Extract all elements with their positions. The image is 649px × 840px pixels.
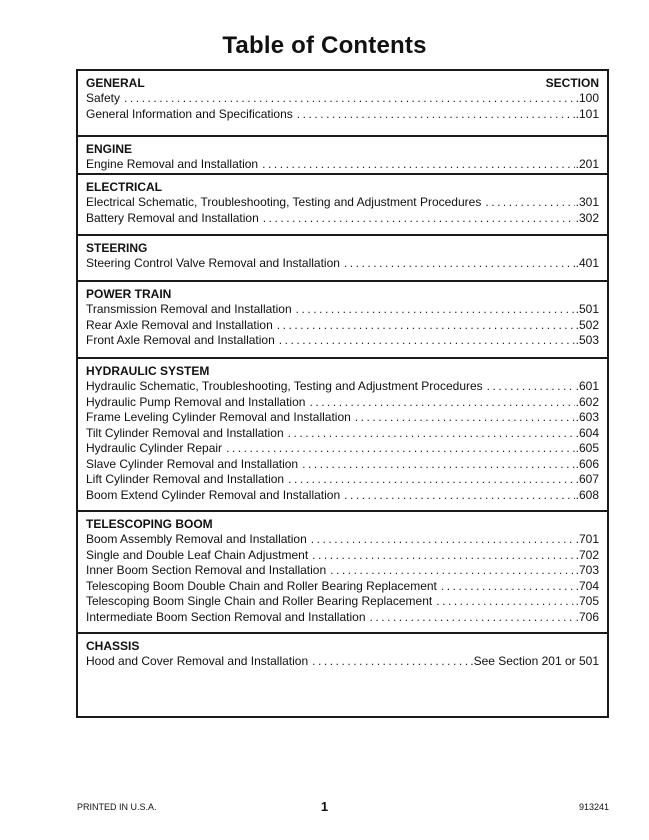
- entry-section-number: .607: [575, 472, 599, 486]
- entry-section-number: .100: [575, 91, 599, 105]
- entry-section-number: .605: [575, 441, 599, 455]
- dot-leader: [312, 654, 469, 670]
- toc-entry[interactable]: [86, 594, 599, 610]
- entry-section-number: .302: [575, 210, 599, 225]
- toc-entry[interactable]: [86, 410, 599, 426]
- entry-label: Front Axle Removal and Installation: [86, 333, 275, 347]
- entry-section-number: .101: [575, 106, 599, 121]
- entry-section-number: .See Section 201 or 501: [470, 654, 599, 668]
- entry-label: Hydraulic Schematic, Troubleshooting, Testing and Adjustment Procedures: [86, 379, 483, 393]
- toc-section: [78, 359, 607, 512]
- section-title: ELECTRICAL: [86, 180, 162, 194]
- entry-label: Rear Axle Removal and Installation: [86, 317, 273, 332]
- dot-leader: [485, 195, 574, 211]
- entry-label: Inner Boom Section Removal and Installation: [86, 563, 327, 577]
- section-title: POWER TRAIN: [86, 287, 172, 301]
- entry-label: Slave Cylinder Removal and Installation: [86, 456, 299, 471]
- entry-section-number: .704: [575, 578, 599, 593]
- entry-section-number: .705: [575, 594, 599, 608]
- dot-leader: [296, 302, 575, 318]
- entry-label: Engine Removal and Installation: [86, 157, 259, 171]
- dot-leader: [302, 457, 575, 473]
- toc-entry[interactable]: [86, 302, 599, 318]
- toc-entry[interactable]: [86, 579, 599, 595]
- dot-leader: [288, 426, 575, 442]
- table-of-contents: [76, 69, 609, 718]
- entry-section-number: .603: [575, 410, 599, 424]
- toc-entry[interactable]: [86, 91, 599, 107]
- entry-label: Telescoping Boom Double Chain and Roller Bearing Replacement: [86, 578, 437, 593]
- section-title: CHASSIS: [86, 639, 140, 653]
- section-header: [86, 364, 599, 379]
- entry-label: Transmission Removal and Installation: [86, 302, 292, 316]
- toc-section: [78, 236, 607, 282]
- toc-entry[interactable]: [86, 195, 599, 211]
- dot-leader: [288, 472, 575, 488]
- entry-section-number: .401: [575, 256, 599, 270]
- section-header: [86, 76, 599, 91]
- entry-section-number: .706: [575, 609, 599, 624]
- toc-entry[interactable]: [86, 441, 599, 457]
- toc-section: [78, 282, 607, 359]
- section-header: [86, 639, 599, 654]
- dot-leader: [124, 91, 575, 107]
- entry-label: Tilt Cylinder Removal and Installation: [86, 425, 284, 440]
- toc-entry[interactable]: [86, 654, 599, 670]
- entry-label: Frame Leveling Cylinder Removal and Installation: [86, 410, 351, 424]
- dot-leader: [441, 579, 575, 595]
- entry-section-number: .301: [575, 195, 599, 209]
- dot-leader: [277, 318, 575, 334]
- section-title: ENGINE: [86, 142, 133, 156]
- toc-entry[interactable]: [86, 211, 599, 227]
- toc-entry[interactable]: [86, 318, 599, 334]
- entry-label: Electrical Schematic, Troubleshooting, Testing and Adjustment Procedures: [86, 195, 482, 209]
- toc-entry[interactable]: [86, 532, 599, 548]
- entry-section-number: .703: [575, 563, 599, 577]
- entry-section-number: .702: [575, 547, 599, 562]
- entry-section-number: .601: [575, 379, 599, 393]
- section-header: [86, 142, 599, 157]
- dot-leader: [355, 410, 575, 426]
- toc-entry[interactable]: [86, 333, 599, 349]
- dot-leader: [436, 594, 574, 610]
- toc-entry[interactable]: [86, 395, 599, 411]
- entry-section-number: .604: [575, 425, 599, 440]
- dot-leader: [226, 441, 575, 457]
- dot-leader: [487, 379, 575, 395]
- dot-leader: [344, 488, 575, 504]
- dot-leader: [279, 333, 575, 349]
- dot-leader: [263, 211, 575, 227]
- section-header: [86, 517, 599, 532]
- toc-entry[interactable]: [86, 157, 599, 173]
- footer-document-number: 913241: [578, 802, 609, 812]
- section-title: GENERAL: [86, 76, 145, 90]
- toc-section: [78, 71, 607, 137]
- page-title: Table of Contents: [222, 32, 427, 59]
- footer-printed-in: PRINTED IN U.S.A.: [77, 802, 157, 812]
- toc-entry[interactable]: [86, 488, 599, 504]
- entry-section-number: .701: [575, 532, 599, 546]
- entry-label: Telescoping Boom Single Chain and Roller Bearing Replacement: [86, 594, 433, 608]
- entry-section-number: .606: [575, 456, 599, 471]
- section-column-header: SECTION: [545, 76, 599, 90]
- entry-label: Single and Double Leaf Chain Adjustment: [86, 547, 309, 562]
- toc-entry[interactable]: [86, 548, 599, 564]
- toc-section: [78, 137, 607, 175]
- toc-section: [78, 634, 607, 720]
- entry-label: Hydraulic Pump Removal and Installation: [86, 394, 306, 409]
- entry-section-number: .501: [575, 302, 599, 316]
- toc-section: [78, 175, 607, 236]
- section-title: TELESCOPING BOOM: [86, 517, 213, 531]
- section-title: STEERING: [86, 241, 148, 255]
- entry-label: Hydraulic Cylinder Repair: [86, 441, 223, 455]
- dot-leader: [309, 395, 574, 411]
- dot-leader: [344, 256, 575, 272]
- entry-section-number: .502: [575, 317, 599, 332]
- toc-entry[interactable]: [86, 563, 599, 579]
- entry-label: General Information and Specifications: [86, 106, 293, 121]
- dot-leader: [262, 157, 575, 173]
- toc-entry[interactable]: [86, 472, 599, 488]
- entry-section-number: .602: [575, 394, 599, 409]
- entry-label: Lift Cylinder Removal and Installation: [86, 472, 285, 486]
- toc-entry[interactable]: [86, 610, 599, 626]
- section-header: [86, 287, 599, 302]
- toc-entry[interactable]: [86, 256, 599, 272]
- entry-section-number: .503: [575, 333, 599, 347]
- toc-entry[interactable]: [86, 457, 599, 473]
- dot-leader: [312, 548, 574, 564]
- dot-leader: [370, 610, 575, 626]
- entry-label: Boom Assembly Removal and Installation: [86, 532, 307, 546]
- entry-label: Safety: [86, 91, 121, 105]
- entry-label: Intermediate Boom Section Removal and Installation: [86, 609, 366, 624]
- entry-section-number: .608: [575, 487, 599, 502]
- entry-section-number: .201: [575, 157, 599, 171]
- section-title: HYDRAULIC SYSTEM: [86, 364, 210, 378]
- toc-entry[interactable]: [86, 107, 599, 123]
- dot-leader: [330, 563, 575, 579]
- section-header: [86, 241, 599, 256]
- entry-label: Boom Extend Cylinder Removal and Installation: [86, 487, 341, 502]
- entry-label: Hood and Cover Removal and Installation: [86, 654, 309, 668]
- dot-leader: [311, 532, 575, 548]
- toc-entry[interactable]: [86, 379, 599, 395]
- entry-label: Steering Control Valve Removal and Installation: [86, 256, 340, 270]
- toc-entry[interactable]: [86, 426, 599, 442]
- entry-label: Battery Removal and Installation: [86, 210, 259, 225]
- footer-page-number: 1: [320, 799, 329, 814]
- toc-section: [78, 512, 607, 634]
- dot-leader: [297, 107, 575, 123]
- section-header: [86, 180, 599, 195]
